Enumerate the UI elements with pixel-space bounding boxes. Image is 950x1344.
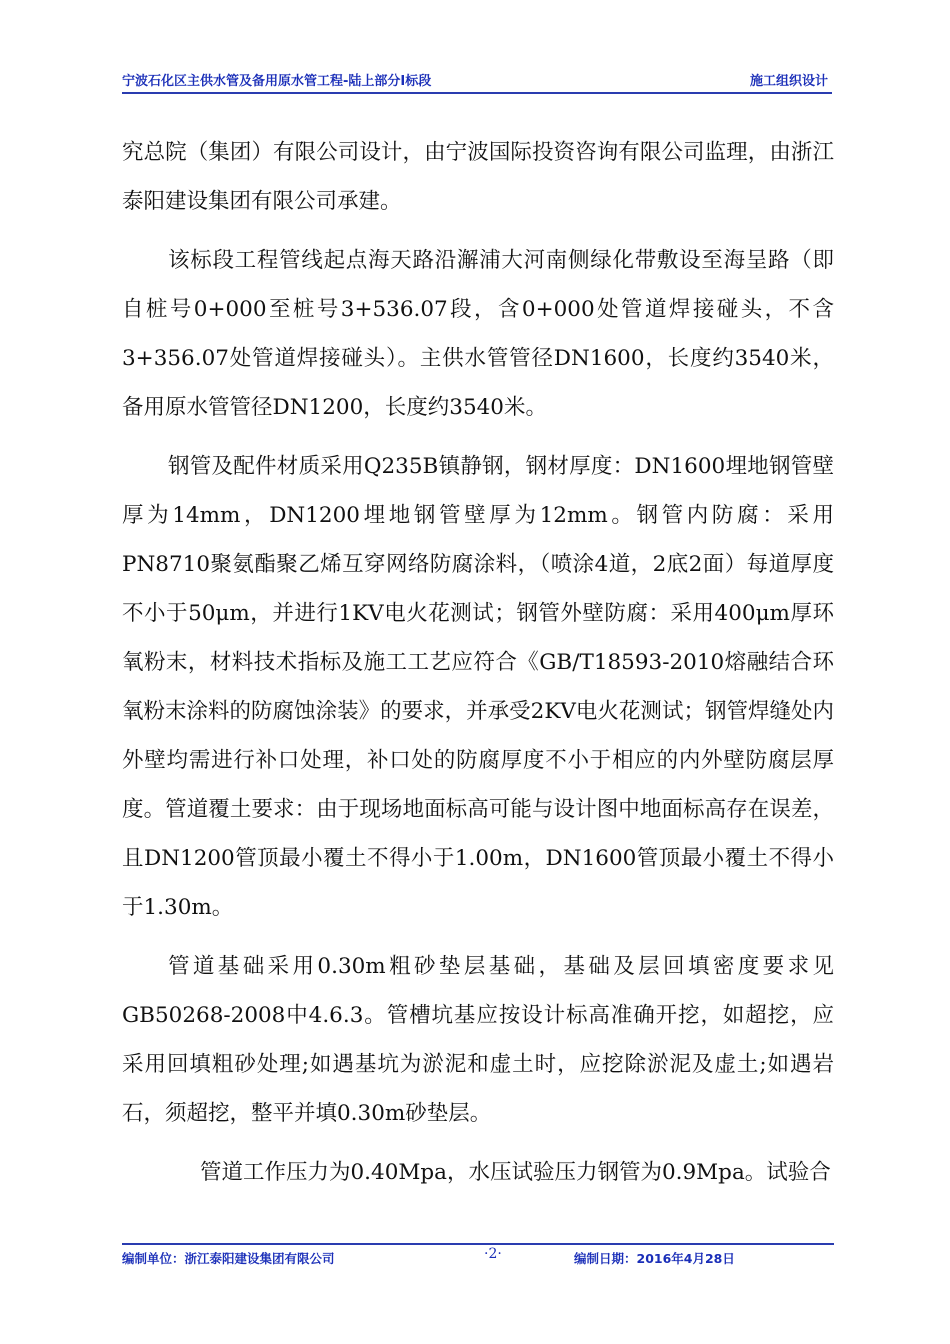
page-number: ·2· xyxy=(484,1246,502,1262)
paragraph-pressure-test: 管道工作压力为0.40Mpa，水压试验压力钢管为0.9Mpa。试验合 xyxy=(200,1160,831,1185)
header-document-type: 施工组织设计 xyxy=(749,74,828,89)
header-project-title: 宁波石化区主供水管及备用原水管工程-陆上部分Ⅰ标段 xyxy=(122,74,432,89)
paragraph-pipe-materials: 钢管及配件材质采用Q235B镇静钢，钢材厚度：DN1600埋地钢管壁厚为14mm，DN1200埋地钢管壁厚为12mm。钢管内防腐：采用PN8710聚氨酯聚乙烯互穿网络防腐涂料，（喷涂4道，2底2面）每道厚度不小于50μm，并进行1KV电火花测试；钢管外壁防腐：采用400μm厚环氧粉末，材料技术指标及施工工艺应符合《GB/T18593-2010熔融结合环氧粉末涂料的防腐蚀涂装》的要求，并承受2KV电火花测试；钢管焊缝处内外壁均需进行补口处理，补口处的防腐厚度不小于相应的内外壁防腐层厚度。管道覆土要求：由于现场地面标高可能与设计图中地面标高存在误差，且DN1200管顶最小覆土不得小于1.00m，DN1600管顶最小覆土不得小于1.30m。 xyxy=(122,454,834,920)
page-footer xyxy=(122,1243,834,1271)
paragraph-pipeline-route: 该标段工程管线起点海天路沿澥浦大河南侧绿化带敷设至海呈路（即自桩号0+000至桩号3+536.07段，含0+000处管道焊接碰头，不含3+356.07处管道焊接碰头）。主供水管管径DN1600，长度约3540米，备用原水管管径DN1200，长度约3540米。 xyxy=(122,248,834,420)
footer-compiler: 编制单位：浙江泰阳建设集团有限公司 xyxy=(122,1251,335,1266)
footer-date: 编制日期：2016年4月28日 xyxy=(574,1251,735,1266)
page-header xyxy=(122,68,832,94)
document-body xyxy=(122,128,834,1197)
paragraph-continuation: 究总院（集团）有限公司设计，由宁波国际投资咨询有限公司监理，由浙江泰阳建设集团有限公司承建。 xyxy=(122,140,834,214)
paragraph-pipe-foundation: 管道基础采用0.30m粗砂垫层基础，基础及层回填密度要求见GB50268-2008中4.6.3。管槽坑基应按设计标高准确开挖，如超挖，应采用回填粗砂处理;如遇基坑为淤泥和虚土时，应挖除淤泥及虚土;如遇岩石，须超挖，整平并填0.30m砂垫层。 xyxy=(122,954,834,1126)
